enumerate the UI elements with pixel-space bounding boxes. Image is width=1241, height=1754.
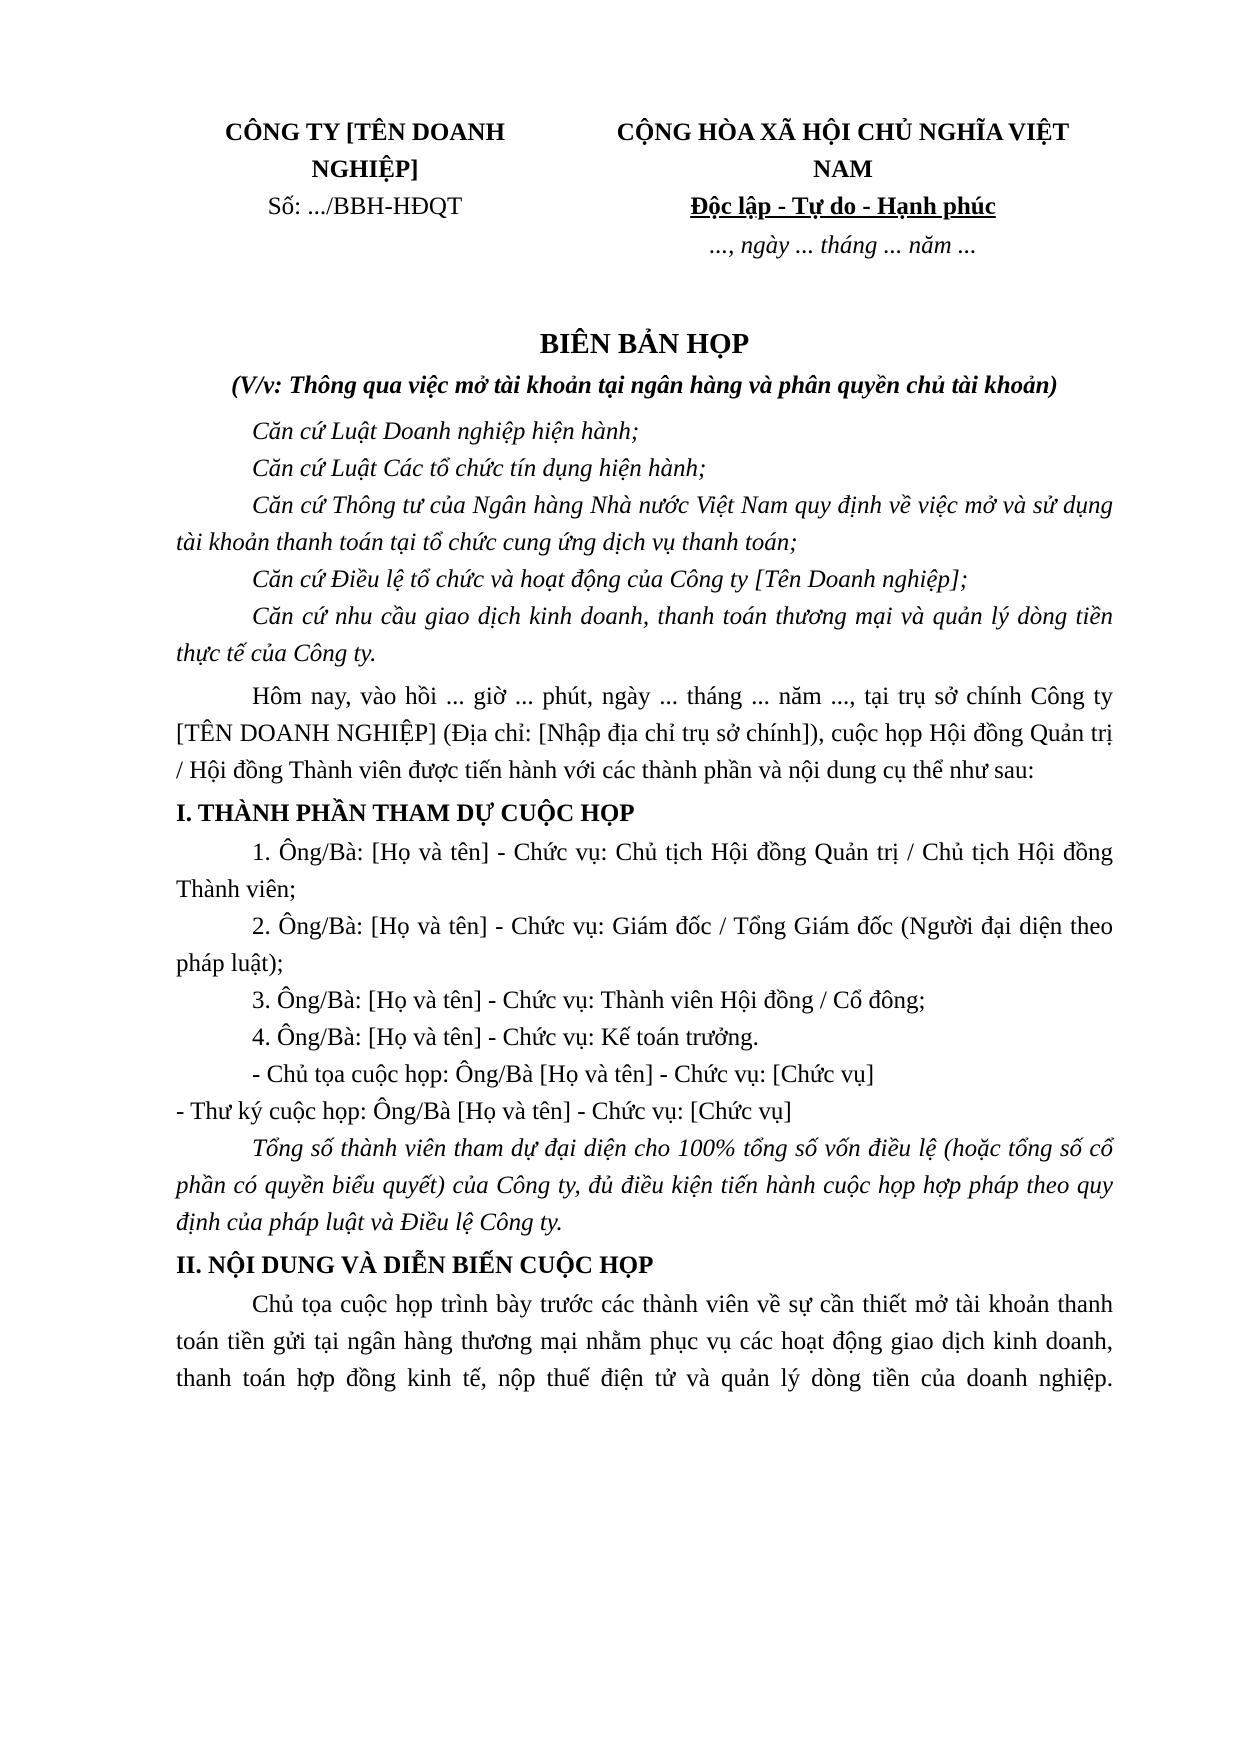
legal-bases <box>176 413 1113 672</box>
company-name-line1: CÔNG TY [TÊN DOANH <box>225 119 505 146</box>
nation-name-line1: CỘNG HÒA XÃ HỘI CHỦ NGHĨA VIỆT <box>616 119 1070 146</box>
legal-basis-item: Căn cứ Thông tư của Ngân hàng Nhà nước Việt Nam quy định về việc mở và sử dụng tài khoản thanh toán tại tổ chức cung ứng dịch vụ thanh toán; <box>176 492 1113 556</box>
motto: Độc lập - Tự do - Hạnh phúc <box>690 193 996 220</box>
quorum-statement: Tổng số thành viên tham dự đại diện cho 100% tổng số vốn điều lệ (hoặc tổng số cổ phần có quyền biểu quyết) của Công ty, đủ điều kiện tiến hành cuộc họp hợp pháp theo quy định của pháp luật và Điều lệ Công ty. <box>176 1135 1113 1236</box>
document-number: Số: .../BBH-HĐQT <box>267 193 463 220</box>
company-block <box>176 114 554 264</box>
legal-basis-item: Căn cứ nhu cầu giao dịch kinh doanh, thanh toán thương mại và quản lý dòng tiền thực tế của Công ty. <box>176 603 1113 667</box>
member-item: 2. Ông/Bà: [Họ và tên] - Chức vụ: Giám đốc / Tổng Giám đốc (Người đại diện theo pháp luật); <box>176 913 1113 977</box>
document-subtitle: (V/v: Thông qua việc mở tài khoản tại ngân hàng và phân quyền chủ tài khoản) <box>231 372 1058 399</box>
document-date: ..., ngày ... tháng ... năm ... <box>709 232 977 259</box>
section-2-paragraph: Chủ tọa cuộc họp trình bày trước các thành viên về sự cần thiết mở tài khoản thanh toán tiền gửi tại ngân hàng thương mại nhằm phục vụ các hoạt động giao dịch kinh doanh, thanh toán hợp đồng kinh tế, nộp thuế điện tử và quản lý dòng tiền của doanh nghiệp. <box>176 1291 1113 1392</box>
meeting-secretary: - Thư ký cuộc họp: Ông/Bà [Họ và tên] - Chức vụ: [Chức vụ] <box>176 1098 792 1125</box>
legal-basis-item: Căn cứ Điều lệ tổ chức và hoạt động của Công ty [Tên Doanh nghiệp]; <box>252 566 969 593</box>
legal-basis-item: Căn cứ Luật Doanh nghiệp hiện hành; <box>252 418 640 445</box>
member-item: 1. Ông/Bà: [Họ và tên] - Chức vụ: Chủ tịch Hội đồng Quản trị / Chủ tịch Hội đồng Thành viên; <box>176 839 1113 903</box>
member-item: 3. Ông/Bà: [Họ và tên] - Chức vụ: Thành viên Hội đồng / Cổ đông; <box>252 987 926 1014</box>
meeting-chair: - Chủ tọa cuộc họp: Ông/Bà [Họ và tên] - Chức vụ: [Chức vụ] <box>252 1061 875 1088</box>
section-1-heading: I. THÀNH PHẦN THAM DỰ CUỘC HỌP <box>176 800 635 827</box>
member-item: 4. Ông/Bà: [Họ và tên] - Chức vụ: Kế toán trưởng. <box>252 1024 759 1051</box>
document-header <box>176 114 1113 264</box>
document-title: BIÊN BẢN HỌP <box>539 328 750 360</box>
section-2-heading: II. NỘI DUNG VÀ DIỄN BIẾN CUỘC HỌP <box>176 1252 654 1279</box>
legal-basis-item: Căn cứ Luật Các tổ chức tín dụng hiện hành; <box>252 455 707 482</box>
intro-paragraph: Hôm nay, vào hồi ... giờ ... phút, ngày ... tháng ... năm ..., tại trụ sở chính Công ty [TÊN DOANH NGHIỆP] (Địa chỉ: [Nhập địa chỉ trụ sở chính]), cuộc họp Hội đồng Quản trị / Hội đồng Thành viên được tiến hành với các thành phần và nội dung cụ thể như sau: <box>176 683 1113 784</box>
document-page <box>176 114 1113 1397</box>
nation-block <box>583 114 1103 264</box>
company-name-line2: NGHIỆP] <box>311 156 419 183</box>
nation-name-line2: NAM <box>813 156 873 183</box>
